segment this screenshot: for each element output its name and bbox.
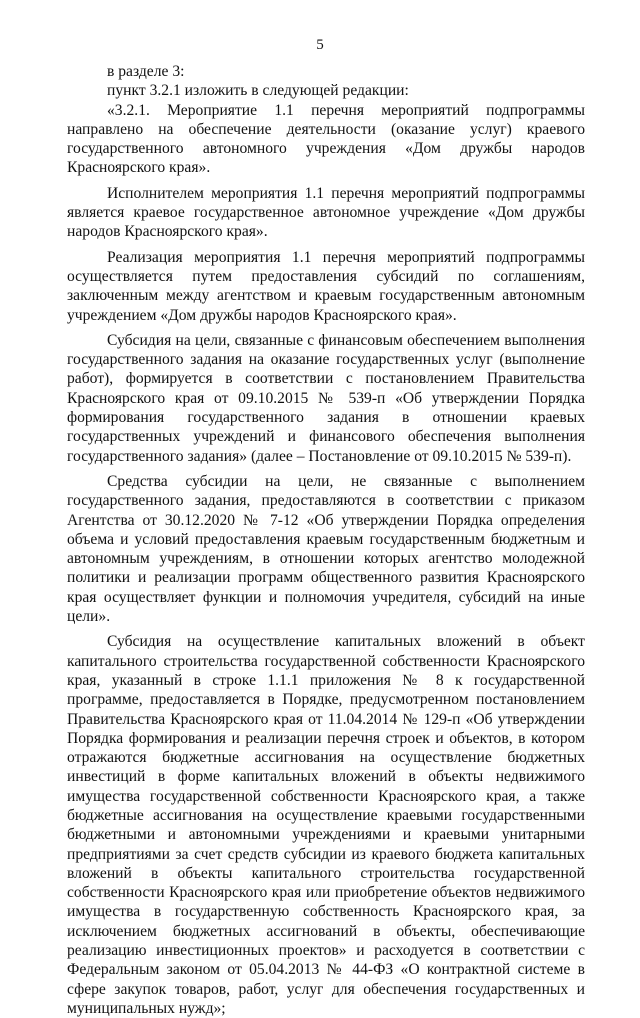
- executor-paragraph: Исполнителем мероприятия 1.1 перечня мероприятий подпрограммы является краевое государственное автономное учреждение «Дом дружбы народов Красноярского края».: [67, 184, 585, 241]
- document-body: [67, 62, 585, 1018]
- section-reference: в разделе 3:: [107, 63, 185, 80]
- page-number: 5: [316, 37, 324, 53]
- subsidy-other-purposes-paragraph: Средства субсидии на цели, не связанные с выполнением государственного задания, предоставляются в соответствии с приказом Агентства от 30.12.2020 № 7-12 «Об утверждении Порядка определения объема и условий предоставления краевым государственным бюджетным и автономным учреждениям, в отношении которых агентство молодежной политики и реализации программ общественного развития Красноярского края осуществляет функции и полномочия учредителя, субсидий на иные цели».: [67, 472, 585, 626]
- capital-investment-paragraph: Субсидия на осуществление капитальных вложений в объект капитального строительства государственной собственности Красноярского края, указанный в строке 1.1.1 приложения № 8 к государственной программе, предоставляется в Порядке, предусмотренном постановлением Правительства Красноярского края от 11.04.2014 № 129-п «Об утверждении Порядка формирования и реализации перечня строек и объектов, в котором отражаются бюджетные ассигнования на осуществление бюджетных инвестиций в форме капитальных вложений в объекты недвижимого имущества государственной собственности Красноярского края, а также бюджетные ассигнования на осуществление краевыми государственными бюджетными и автономными учреждениями и краевыми унитарными предприятиями за счет средств субсидии из краевого бюджета капитальных вложений в объекты капитального строительства государственной собственности Красноярского края или приобретение объектов недвижимого имущества в государственную собственность Красноярского края, за исключением бюджетных ассигнований в объекты, обеспечивающие реализацию инвестиционных проектов» и расходуется в соответствии с Федеральным законом от 05.04.2013 № 44-ФЗ «О контрактной системе в сфере закупок товаров, работ, услуг для обеспечения государственных и муниципальных нужд»;: [67, 633, 585, 1017]
- implementation-paragraph: Реализация мероприятия 1.1 перечня мероприятий подпрограммы осуществляется путем предоставления субсидий по соглашениям, заключенным между агентством и краевым государственным автономным учреждением «Дом дружбы народов Красноярского края».: [67, 248, 585, 324]
- clause-instruction: пункт 3.2.1 изложить в следующей редакции:: [107, 82, 409, 100]
- clause-3-2-1: «3.2.1. Мероприятие 1.1 перечня мероприятий подпрограммы направлено на обеспечение деятельности (оказание услуг) краевого государственного автономного учреждения «Дом дружбы народов Красноярского края».: [67, 101, 585, 177]
- subsidy-state-task-paragraph: Субсидия на цели, связанные с финансовым обеспечением выполнения государственного задания на оказание государственных услуг (выполнение работ), формируется в соответствии с постановлением Правительства Красноярского края от 09.10.2015 № 539-п «Об утверждении Порядка формирования государственного задания в отношении краевых государственных учреждений и финансового обеспечения выполнения государственного задания» (далее – Постановление от 09.10.2015 № 539-п).: [67, 331, 585, 465]
